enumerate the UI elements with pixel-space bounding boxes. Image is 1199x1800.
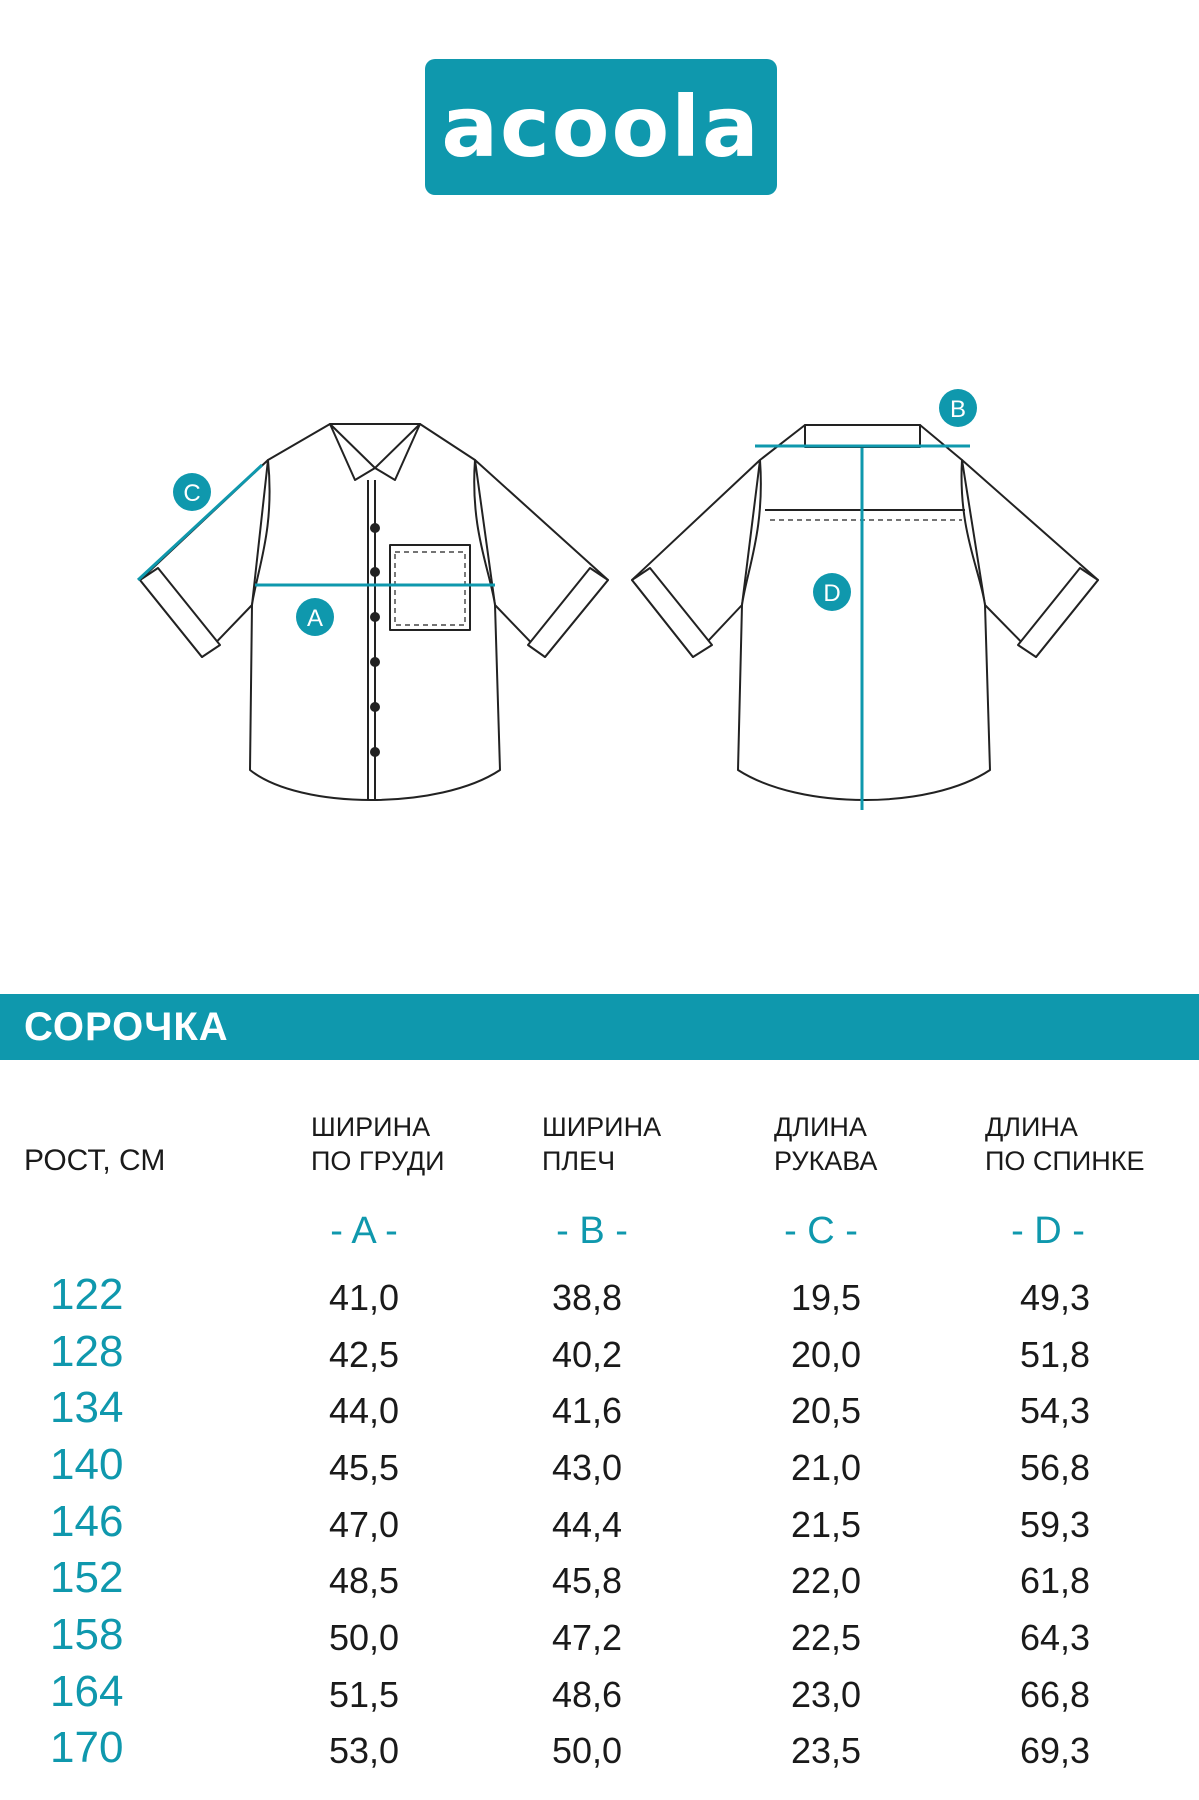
- cell-c: 22,5: [790, 1617, 862, 1658]
- product-title-bar: [0, 994, 1199, 1060]
- row-height: 122: [50, 1270, 124, 1319]
- cell-b: 44,4: [551, 1504, 623, 1545]
- cell-b: 40,2: [551, 1334, 623, 1375]
- cell-a: 45,5: [328, 1447, 400, 1488]
- column-letter-c: - C -: [784, 1210, 858, 1252]
- cell-d: 64,3: [1019, 1617, 1091, 1658]
- label-c: C: [183, 480, 201, 507]
- product-title: СОРОЧКА: [24, 1005, 229, 1049]
- shirt-front-drawing: [140, 424, 608, 800]
- row-height: 140: [50, 1440, 124, 1489]
- cell-d: 69,3: [1019, 1730, 1091, 1771]
- cell-b: 38,8: [551, 1277, 623, 1318]
- cell-d: 49,3: [1019, 1277, 1091, 1318]
- cell-c: 23,5: [790, 1730, 862, 1771]
- cell-b: 48,6: [551, 1674, 623, 1715]
- label-d: D: [823, 580, 841, 607]
- cell-b: 41,6: [551, 1390, 623, 1431]
- cell-a: 44,0: [328, 1390, 400, 1431]
- column-letter-d: - D -: [1011, 1210, 1085, 1252]
- cell-c: 20,5: [790, 1390, 862, 1431]
- cell-d: 66,8: [1019, 1674, 1091, 1715]
- cell-a: 51,5: [328, 1674, 400, 1715]
- cell-d: 59,3: [1019, 1504, 1091, 1545]
- cell-c: 21,5: [790, 1504, 862, 1545]
- cell-c: 20,0: [790, 1334, 862, 1375]
- column-header-c: ДЛИНА РУКАВА: [774, 1112, 878, 1176]
- brand-logo: [425, 59, 777, 195]
- column-letter-b: - B -: [556, 1210, 628, 1252]
- cell-a: 41,0: [328, 1277, 400, 1318]
- cell-c: 21,0: [790, 1447, 862, 1488]
- cell-a: 42,5: [328, 1334, 400, 1375]
- row-height: 164: [50, 1667, 124, 1716]
- column-header-d: ДЛИНА ПО СПИНКЕ: [985, 1112, 1145, 1176]
- label-b: B: [949, 396, 967, 423]
- shirt-measurement-diagram: [0, 380, 1199, 840]
- cell-d: 56,8: [1019, 1447, 1091, 1488]
- cell-a: 47,0: [328, 1504, 400, 1545]
- cell-d: 54,3: [1019, 1390, 1091, 1431]
- cell-c: 23,0: [790, 1674, 862, 1715]
- row-height: 170: [50, 1723, 124, 1772]
- row-height: 134: [50, 1383, 124, 1432]
- column-header-b: ШИРИНА ПЛЕЧ: [542, 1112, 662, 1176]
- label-a: A: [306, 605, 324, 632]
- cell-c: 19,5: [790, 1277, 862, 1318]
- cell-d: 51,8: [1019, 1334, 1091, 1375]
- column-letter-a: - A -: [330, 1210, 398, 1252]
- cell-b: 47,2: [551, 1617, 623, 1658]
- cell-b: 45,8: [551, 1560, 623, 1601]
- cell-d: 61,8: [1019, 1560, 1091, 1601]
- row-height: 152: [50, 1553, 124, 1602]
- brand-logo-text: acoola: [441, 78, 761, 176]
- cell-c: 22,0: [790, 1560, 862, 1601]
- height-column-header: РОСТ, СМ: [24, 1144, 166, 1177]
- cell-a: 48,5: [328, 1560, 400, 1601]
- row-height: 146: [50, 1497, 124, 1546]
- cell-a: 50,0: [328, 1617, 400, 1658]
- row-height: 158: [50, 1610, 124, 1659]
- row-height: 128: [50, 1327, 124, 1376]
- cell-a: 53,0: [328, 1730, 400, 1771]
- cell-b: 50,0: [551, 1730, 623, 1771]
- column-header-a: ШИРИНА ПО ГРУДИ: [311, 1112, 445, 1176]
- cell-b: 43,0: [551, 1447, 623, 1488]
- shirt-back-drawing: [632, 425, 1098, 800]
